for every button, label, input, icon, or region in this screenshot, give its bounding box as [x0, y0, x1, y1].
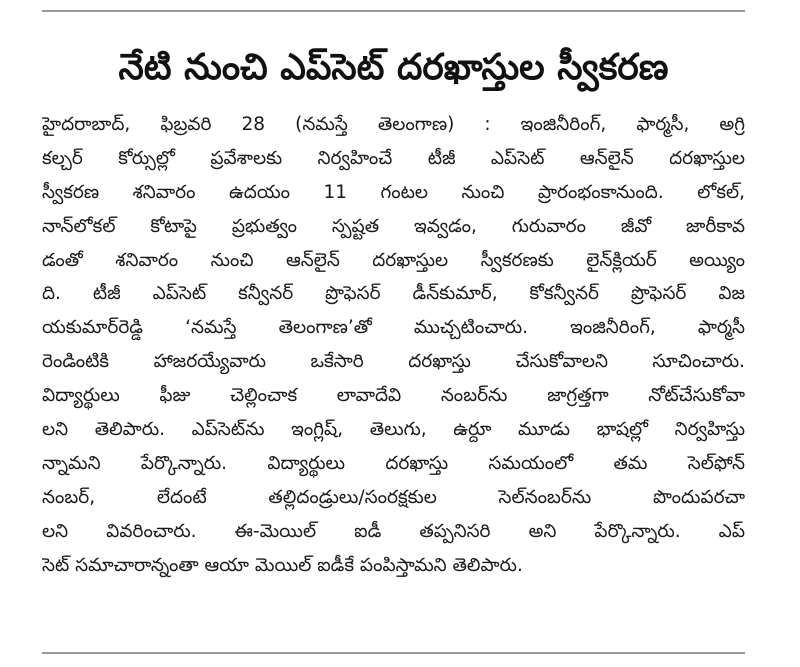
- article-line: హైదరాబాద్, ఫిబ్రవరి 28 (నమస్తే తెలంగాణ) : ఇంజినీరింగ్, ఫార్మసీ, అగ్రి: [42, 114, 745, 135]
- article-line: రెండింటికి హాజరయ్యేవారు ఒకేసారి దరఖాస్తు చేసుకోవాలని సూచించారు.: [42, 351, 745, 373]
- article-line: లని తెలిపారు. ఎప్‌సెట్‌ను ఇంగ్లిష్, తెలుగు, ఉర్దూ మూడు భాషల్లో నిర్వహిస్తు: [42, 419, 745, 441]
- article-line: కల్చర్ కోర్సుల్లో ప్రవేశాలకు నిర్వహించే టీజీ ఎప్‌సెట్ ఆన్‌లైన్ దరఖాస్తుల: [42, 147, 745, 169]
- article-line: స్వీకరణ శనివారం ఉదయం 11 గంటల నుంచి ప్రారంభంకానుంది. లోకల్,: [42, 181, 745, 203]
- article-line: డంతో శనివారం నుంచి ఆన్‌లైన్ దరఖాస్తుల స్వీకరణకు లైన్‌క్లియర్ అయ్యిం: [42, 249, 745, 271]
- article-line: న్నామని పేర్కొన్నారు. విద్యార్థులు దరఖాస్తు సమయంలో తమ సెల్‌ఫోన్: [42, 452, 745, 474]
- article-line: నాన్‌లోకల్ కోటాపై ప్రభుత్వం స్పష్టత ఇవ్వడం, గురువారం జీవో జారీకావ: [42, 215, 745, 237]
- article-line: నంబర్, లేదంటే తల్లిదండ్రులు/సంరక్షకుల సెల్‌నంబర్‌ను పొందుపరచా: [42, 486, 745, 508]
- article-line: లని వివరించారు. ఈ-మెయిల్ ఐడీ తప్పనిసరి అని పేర్కొన్నారు. ఎప్: [42, 520, 745, 542]
- article-headline: నేటి నుంచి ఎప్‌సెట్ దరఖాస్తుల స్వీకరణ: [118, 47, 669, 88]
- bottom-rule: [42, 652, 745, 654]
- article-line: ది. టీజీ ఎప్‌సెట్ కన్వీనర్ ప్రొఫెసర్ డీన్‌కుమార్, కోకన్వీనర్ ప్రొఫెసర్ విజ: [42, 283, 745, 305]
- article-body: [42, 108, 745, 582]
- article-line: సెట్ సమాచారాన్నంతా ఆయా మెయిల్ ఐడీకే పంపిస్తామని తెలిపారు.: [42, 554, 523, 576]
- article-line: యకుమార్‌రెడ్డి ‘నమస్తే తెలంగాణ’తో ముచ్చటించారు. ఇంజినీరింగ్, ఫార్మసీ: [42, 317, 745, 339]
- article-line: విద్యార్థులు ఫీజు చెల్లించాక లావాదేవి నంబర్‌ను జాగ్రత్తగా నోట్‌చేసుకోవా: [42, 385, 745, 407]
- top-rule: [42, 10, 745, 12]
